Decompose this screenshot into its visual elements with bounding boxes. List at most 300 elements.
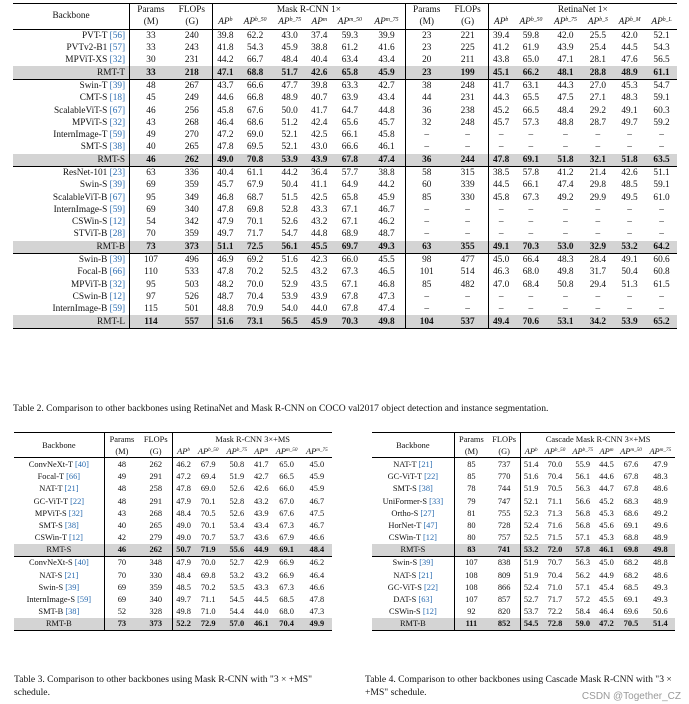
table-row (372, 581, 675, 593)
value-cell: 71.0 (200, 607, 216, 617)
model-name: NAT-S (39, 570, 63, 580)
value-cell: 53.9 (272, 154, 307, 167)
value-cell: 45.9 (368, 191, 405, 203)
header-group: Cascade Mask R-CNN 3×+MS (521, 433, 675, 446)
flops-cell: 270 (172, 129, 213, 141)
value-cell: 53.2 (229, 570, 245, 580)
flops-cell: 243 (172, 42, 213, 54)
citation: [22] (70, 496, 85, 506)
value-cell: 64.7 (341, 105, 358, 116)
value-cell: 65.0 (522, 55, 540, 66)
value-cell: – (563, 291, 568, 302)
value-cell: 52.7 (523, 595, 539, 605)
value-cell: 69.0 (200, 484, 216, 494)
value-cell: 48.9 (281, 93, 298, 104)
backbone-name (14, 471, 104, 483)
value-cell: 54.0 (281, 304, 298, 315)
params-cell: 108 (465, 570, 478, 580)
metric-label: AP m_50 (337, 16, 362, 28)
value-cell: 59.2 (653, 117, 670, 128)
flops-cell: 355 (448, 241, 489, 254)
value-cell: 66.5 (522, 105, 540, 116)
value-cell: 67.8 (332, 154, 369, 167)
value-cell: 46.4 (217, 117, 234, 128)
params-cell: 33 (146, 43, 156, 54)
value-cell: 47.4 (368, 154, 405, 167)
value-cell: 66.8 (246, 93, 264, 104)
value-cell: 47.0 (493, 279, 510, 290)
value-cell: 43.3 (253, 582, 269, 592)
metric-label: AP b (524, 446, 538, 456)
value-cell: 51.8 (613, 154, 646, 167)
value-cell: 29.9 (589, 192, 606, 203)
value-cell: 48.8 (646, 556, 675, 569)
table-4 (372, 432, 675, 631)
value-cell: 42.9 (251, 556, 271, 569)
params-cell: 44 (422, 93, 432, 104)
value-cell: 47.4 (368, 303, 405, 315)
value-cell: 53.7 (523, 607, 539, 617)
model-name: ConvNeXt-S (28, 558, 73, 568)
backbone-name (13, 191, 130, 203)
value-cell: – (498, 142, 504, 153)
backbone-name (13, 129, 130, 141)
value-cell: 56.3 (575, 484, 591, 494)
value-cell: 67.8 (341, 291, 358, 302)
model-name: Swin-S (38, 582, 64, 592)
value-cell: 44.3 (493, 93, 510, 104)
value-cell: 44.0 (311, 304, 328, 315)
backbone-name (13, 216, 130, 228)
value-cell: 69.8 (246, 204, 264, 215)
value-cell: 70.4 (271, 618, 301, 631)
value-cell: 44.6 (599, 472, 614, 482)
value-cell: 44.2 (217, 55, 234, 66)
value-cell: – (595, 304, 601, 315)
citation: [38] (65, 607, 80, 617)
params-cell: 63 (405, 241, 447, 254)
table-row (14, 556, 332, 569)
value-cell: 43.9 (557, 43, 574, 54)
value-cell: 68.6 (623, 508, 639, 518)
value-cell: 57.3 (522, 117, 540, 128)
highlight-row (13, 66, 677, 79)
header-flops: FLOPs (172, 4, 213, 17)
model-name: RMT-B (399, 619, 426, 629)
value-cell: 70.2 (246, 267, 264, 278)
value-cell: 44.5 (599, 459, 614, 469)
citation: [39] (109, 255, 126, 266)
table-row (13, 191, 677, 203)
flops-cell: 359 (172, 179, 213, 191)
value-cell: 67.6 (279, 508, 294, 518)
model-name: RMT-B (96, 241, 126, 252)
table-row (372, 519, 675, 531)
value-cell: 41.1 (311, 180, 328, 191)
flops-cell: 838 (488, 556, 521, 569)
value-cell: 45.0 (309, 459, 325, 469)
value-cell: 45.7 (368, 117, 405, 129)
value-cell: 68.5 (279, 595, 294, 605)
params-cell: 92 (467, 607, 476, 617)
params-cell: 107 (130, 253, 172, 266)
value-cell: 67.8 (341, 304, 358, 315)
citation: [21] (64, 570, 79, 580)
value-cell: 54.4 (229, 607, 245, 617)
value-cell: 51.9 (229, 472, 245, 482)
value-cell: 43.2 (311, 217, 328, 228)
citation: [38] (109, 142, 126, 153)
value-cell: 53.0 (548, 241, 583, 254)
citation: [38] (418, 484, 433, 494)
value-cell: 65.6 (341, 117, 358, 128)
value-cell: 60.6 (646, 253, 677, 266)
params-cell: – (424, 217, 430, 228)
citation: [27] (420, 508, 435, 518)
value-cell: 61.0 (653, 192, 670, 203)
flops-cell: 199 (448, 66, 489, 79)
value-cell: 62.2 (246, 30, 264, 41)
value-cell: 66.1 (522, 180, 540, 191)
value-cell: 69.2 (238, 253, 273, 266)
value-cell: 71.9 (194, 544, 223, 557)
params-cell: 80 (467, 533, 476, 543)
value-cell: 67.3 (279, 520, 294, 530)
flops-cell: – (448, 291, 489, 303)
value-cell: 44.6 (217, 93, 234, 104)
value-cell: 49.0 (176, 533, 191, 543)
highlight-row (13, 241, 677, 254)
model-name: GC-ViT-T (387, 472, 423, 482)
header-flops-unit: (G) (139, 445, 173, 458)
value-cell: 29.4 (589, 279, 606, 290)
value-cell: 56.3 (569, 556, 597, 569)
metric-header (541, 445, 569, 458)
metric-label: AP m_50 (620, 446, 642, 456)
value-cell: – (528, 217, 534, 228)
value-cell: 48.3 (548, 253, 583, 266)
model-name: Focal-T (37, 472, 64, 482)
params-cell: 81 (467, 508, 476, 518)
metric-label: AP m (599, 446, 614, 456)
table-row (372, 569, 675, 581)
backbone-name (14, 606, 104, 618)
metric-header (646, 16, 677, 29)
header-params-unit: (M) (454, 445, 488, 458)
citation: [59] (77, 595, 92, 605)
value-cell: 56.2 (575, 570, 591, 580)
value-cell: 57.1 (575, 582, 591, 592)
value-cell: 59.3 (341, 30, 358, 41)
table-row (13, 279, 677, 291)
model-name: RMT-S (400, 545, 426, 555)
model-name: NAT-T (393, 459, 417, 469)
value-cell: 52.1 (653, 30, 670, 41)
value-cell: – (498, 130, 504, 141)
value-cell: 41.6 (368, 42, 405, 54)
value-cell: 56.6 (575, 496, 591, 506)
citation: [40] (74, 558, 89, 568)
model-name: Swin-B (78, 255, 108, 266)
value-cell: 57.0 (222, 618, 251, 631)
value-cell: 57.8 (569, 544, 597, 557)
value-cell: 47.6 (621, 55, 638, 66)
params-cell: 33 (146, 30, 156, 41)
metric-label: AP b (494, 16, 509, 28)
value-cell: 47.5 (557, 93, 574, 104)
value-cell: 43.0 (281, 30, 298, 41)
value-cell: – (595, 130, 601, 141)
value-cell: 52.1 (523, 496, 539, 506)
value-cell: 67.0 (279, 496, 294, 506)
value-cell: 71.7 (246, 229, 264, 240)
value-cell: 37.4 (311, 30, 328, 41)
value-cell: 45.3 (613, 79, 646, 92)
value-cell: 45.8 (368, 129, 405, 141)
value-cell: 70.8 (238, 154, 273, 167)
value-cell: 56.5 (653, 55, 670, 66)
flops-cell: 359 (172, 228, 213, 240)
value-cell: 68.6 (246, 117, 264, 128)
value-cell: 50.0 (281, 105, 298, 116)
table-row (14, 495, 332, 507)
citation: [57] (109, 43, 126, 54)
value-cell: 47.4 (557, 180, 574, 191)
params-cell: 69 (146, 204, 156, 215)
metric-header (548, 16, 583, 29)
table-row (13, 79, 677, 92)
value-cell: 60.8 (653, 267, 670, 278)
params-cell: 69 (117, 595, 127, 605)
table-row (13, 104, 677, 116)
value-cell: 49.2 (652, 508, 668, 518)
metric-header (272, 16, 307, 29)
citation: [18] (109, 93, 126, 104)
value-cell: 52.5 (523, 533, 539, 543)
value-cell: 51.9 (523, 484, 539, 494)
value-cell: 58.4 (575, 607, 591, 617)
flops-cell: 221 (448, 29, 489, 42)
value-cell: 28.1 (589, 55, 606, 66)
value-cell: 43.4 (253, 520, 269, 530)
model-name: InternImage-S (53, 204, 108, 215)
value-cell: 45.7 (217, 180, 234, 191)
value-cell: 71.0 (547, 582, 563, 592)
model-name: MPViT-XS (65, 55, 108, 66)
params-cell: 46 (146, 105, 156, 116)
flops-cell: 262 (139, 544, 173, 557)
value-cell: 28.8 (583, 66, 613, 79)
table-row (372, 483, 675, 495)
value-cell: – (528, 142, 534, 153)
backbone-name (13, 54, 130, 66)
value-cell: – (563, 304, 568, 315)
flops-cell: 258 (139, 483, 173, 495)
table-row (372, 606, 675, 618)
model-name: PVTv2-B1 (66, 43, 108, 54)
backbone-name (13, 279, 130, 291)
value-cell: 52.8 (229, 496, 245, 506)
flops-cell: 496 (172, 253, 213, 266)
value-cell: 41.7 (488, 79, 513, 92)
table-row (13, 253, 677, 266)
value-cell: 66.1 (341, 130, 358, 141)
value-cell: 45.8 (217, 105, 234, 116)
value-cell: 51.2 (281, 117, 298, 128)
value-cell: – (563, 204, 568, 215)
value-cell: 52.6 (281, 217, 298, 228)
value-cell: 38.5 (488, 166, 513, 179)
value-cell: 39.4 (493, 30, 510, 41)
value-cell: 53.2 (613, 241, 646, 254)
value-cell: 44.5 (253, 595, 269, 605)
value-cell: 54.7 (281, 229, 298, 240)
model-name: PVT-T (81, 30, 108, 41)
citation: [33] (429, 496, 444, 506)
citation: [21] (418, 570, 433, 580)
params-cell: – (424, 291, 430, 302)
citation: [59] (109, 304, 126, 315)
value-cell: 69.1 (623, 520, 639, 530)
value-cell: 56.5 (272, 315, 307, 328)
value-cell: 49.0 (176, 520, 191, 530)
header-flops: FLOPs (488, 433, 521, 446)
table-row (372, 507, 675, 519)
table-row (372, 532, 675, 544)
value-cell: 52.4 (523, 520, 539, 530)
value-cell: – (528, 304, 534, 315)
value-cell: 52.8 (281, 204, 298, 215)
params-cell: 48 (130, 79, 172, 92)
value-cell: – (595, 204, 601, 215)
table-row (372, 593, 675, 605)
value-cell: 57.8 (514, 166, 549, 179)
value-cell: 47.9 (217, 217, 234, 228)
value-cell: 63.1 (514, 79, 549, 92)
model-name: MPViT-B (70, 279, 108, 290)
value-cell: 72.5 (238, 241, 273, 254)
table-row (13, 291, 677, 303)
flops-cell: 755 (488, 507, 521, 519)
params-cell: 32 (422, 117, 432, 128)
header-group: Mask R-CNN 3×+MS (173, 433, 332, 446)
value-cell: 50.4 (281, 180, 298, 191)
model-name: ResNet-101 (62, 168, 108, 178)
params-cell: 69 (117, 582, 127, 592)
flops-cell: 737 (488, 458, 521, 471)
value-cell: 46.6 (309, 582, 325, 592)
value-cell: 44.5 (621, 43, 638, 54)
value-cell: 45.2 (493, 105, 510, 116)
value-cell: – (627, 142, 632, 153)
value-cell: 70.3 (332, 315, 369, 328)
params-cell: 98 (405, 253, 447, 266)
value-cell: 59.0 (569, 618, 597, 631)
value-cell: 65.8 (341, 192, 358, 203)
metric-header (583, 16, 613, 29)
value-cell: 49.5 (621, 192, 638, 203)
params-cell: 85 (422, 279, 432, 290)
value-cell: 43.0 (311, 142, 328, 153)
value-cell: 21.4 (583, 166, 613, 179)
flops-cell: 757 (488, 532, 521, 544)
highlight-row (372, 544, 675, 557)
backbone-name (14, 544, 104, 557)
value-cell: 45.2 (599, 496, 614, 506)
table-row (13, 141, 677, 153)
value-cell: 67.9 (200, 459, 216, 469)
value-cell: 50.8 (557, 279, 574, 290)
flops-cell: 262 (172, 154, 213, 167)
value-cell: 45.5 (307, 241, 332, 254)
value-cell: 49.3 (368, 241, 405, 254)
value-cell: 44.3 (548, 79, 583, 92)
value-cell: 48.5 (621, 180, 638, 191)
flops-cell: 267 (172, 79, 213, 92)
value-cell: 60.3 (653, 105, 670, 116)
value-cell: 67.6 (623, 459, 639, 469)
value-cell: 53.2 (521, 544, 541, 557)
value-cell: 55.9 (575, 459, 591, 469)
value-cell: 61.1 (646, 66, 677, 79)
backbone-name (372, 483, 454, 495)
value-cell: 45.5 (599, 595, 614, 605)
citation: [21] (64, 484, 79, 494)
metric-label: AP b (177, 446, 190, 456)
model-name: STViT-B (73, 229, 108, 240)
value-cell: 49.3 (652, 582, 668, 592)
flops-cell: 728 (488, 519, 521, 531)
citation: [12] (422, 533, 437, 543)
flops-cell: 291 (139, 495, 173, 507)
table-row (14, 606, 332, 618)
value-cell: 53.9 (613, 315, 646, 328)
value-cell: – (498, 291, 504, 302)
params-cell: 104 (405, 315, 447, 328)
header-group-maskrcnn: Mask R-CNN 1× (212, 4, 405, 17)
value-cell: 46.6 (309, 533, 325, 543)
value-cell: 51.6 (272, 253, 307, 266)
header-group-retinanet: RetinaNet 1× (488, 4, 677, 17)
value-cell: 45.4 (599, 582, 614, 592)
value-cell: 43.6 (253, 533, 269, 543)
value-cell: 28.7 (589, 117, 606, 128)
backbone-name (14, 618, 104, 631)
model-name: CSwin-B (72, 291, 108, 302)
model-name: ScalableViT-S (53, 105, 108, 116)
model-name: SMT-S (38, 520, 63, 530)
flops-cell: 315 (448, 166, 489, 179)
table-row (372, 495, 675, 507)
citation: [32] (68, 508, 83, 518)
metric-label: AP m_75 (374, 16, 399, 28)
metric-label: AP m_75 (305, 446, 328, 456)
flops-cell: 249 (172, 92, 213, 104)
citation: [12] (68, 533, 83, 543)
value-cell: 44.8 (368, 104, 405, 116)
value-cell: 41.2 (548, 166, 583, 179)
flops-cell: 265 (172, 141, 213, 153)
table-row (14, 581, 332, 593)
value-cell: 67.9 (246, 180, 264, 191)
flops-cell: 238 (448, 104, 489, 116)
value-cell: 69.6 (623, 607, 639, 617)
backbone-name (13, 228, 130, 240)
value-cell: 49.7 (176, 595, 191, 605)
backbone-name (14, 458, 104, 471)
params-cell: 73 (104, 618, 139, 631)
value-cell: 48.8 (217, 304, 234, 315)
